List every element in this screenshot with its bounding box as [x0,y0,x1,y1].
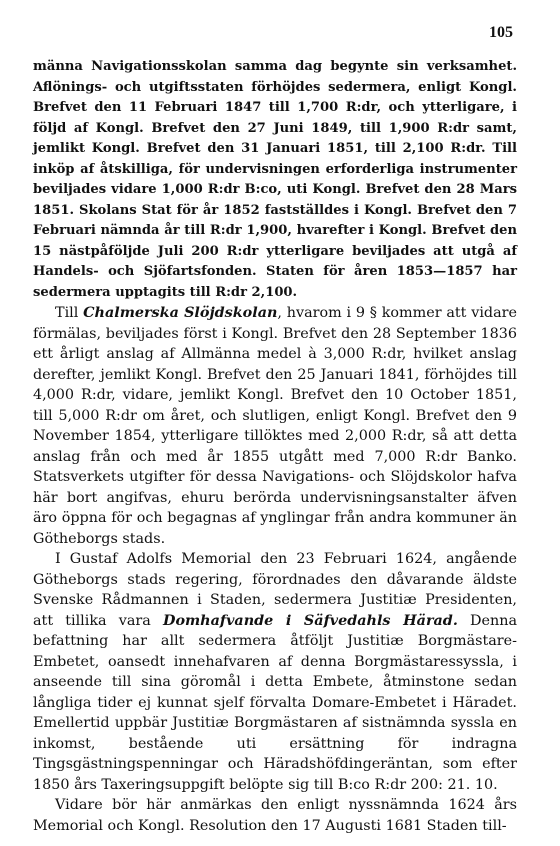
page-number: 105 [489,24,513,41]
paragraph [33,795,517,836]
emphasized-term: Domhafvande i Säfvedahls Härad. [163,612,458,629]
text-run: I Gustaf Adolfs Memorial den 23 Februari 1624, angående Götheborgs stads regering, förordnades den dåvarande äldste Svenske Rådmannen i Staden, sedermera Justitiæ Presidenten, att tillika vara [33,551,517,629]
text-run: männa Navigationsskolan samma dag begynte sin verksamhet. Aflönings- och utgiftsstaten förhöjdes sedermera, enligt Kongl. Brefvet den 11 Februari 1847 till 1,700 R:dr, och ytterligare, i följd af Kongl. Brefvet den 27 Juni 1849, till 1,900 R:dr samt, jemlikt Kongl. Brefvet den 31 Januari 1851, till 2,100 R:dr. Till inköp af åtskilliga, för undervisningen erforderliga instrumenter beviljades vidare 1,000 R:dr B:co, uti Kongl. Brefvet den 28 Mars 1851. Skolans Stat för år 1852 fastställdes i Kongl. Brefvet den 7 Februari nämnda år till R:dr 1,900, hvarefter i Kongl. Brefvet den 15 nästpåföljde Juli 200 R:dr ytterligare beviljades att utgå af Handels- och Sjöfartsfonden. Staten för åren 1853—1857 har sedermera upptagits till R:dr 2,100. [33,59,517,300]
text-run: Vidare bör här anmärkas den enligt nyssnämnda 1624 års Memorial och Kongl. Resolution den 17 Augusti 1681 Staden till- [33,797,517,834]
paragraph [33,303,517,549]
paragraph [33,57,517,303]
page-text [33,57,517,836]
text-run: Till [55,305,84,321]
emphasized-term: Chalmerska Slöjdskolan [83,305,278,321]
text-run: Denna befattning har allt sedermera åtföljt Justitiæ Borgmästare-Embetet, oansedt innehafvaren af denna Borgmästaressyssla, i anseende till sina göromål i detta Embete, åtminstone sedan långliga tider ej kunnat sjelf förvalta Domare-Embetet i Häradet. Emellertid uppbär Justitiæ Borgmästaren af sistnämnda syssla en inkomst, bestående uti ersättning för indragna Tingsgästningspenningar och Häradshöfdingeräntan, som efter 1850 års Taxeringsuppgift belöpte sig till B:co R:dr 200: 21. 10. [33,612,518,793]
paragraph [33,549,517,795]
text-run: , hvarom i 9 § kommer att vidare förmälas, beviljades först i Kongl. Brefvet den 28 September 1836 ett årligt anslag af Allmänna medel à 3,000 R:dr, hvilket anslag derefter, jemlikt Kongl. Brefvet den 25 Januari 1841, förhöjdes till 4,000 R:dr, vidare, jemlikt Kongl. Brefvet den 10 October 1851, till 5,000 R:dr om året, och slutligen, enligt Kongl. Brefvet den 9 November 1854, ytterligare tillöktes med 2,000 R:dr, så att detta anslag från och med år 1855 utgått med 7,000 R:dr Banko. Statsverkets utgifter för dessa Navigations- och Slöjdskolor hafva här bort angifvas, ehuru berörda undervisningsanstalter äfven äro öppna för och begagnas af ynglingar från andra kommuner än Götheborgs stads. [33,305,517,547]
